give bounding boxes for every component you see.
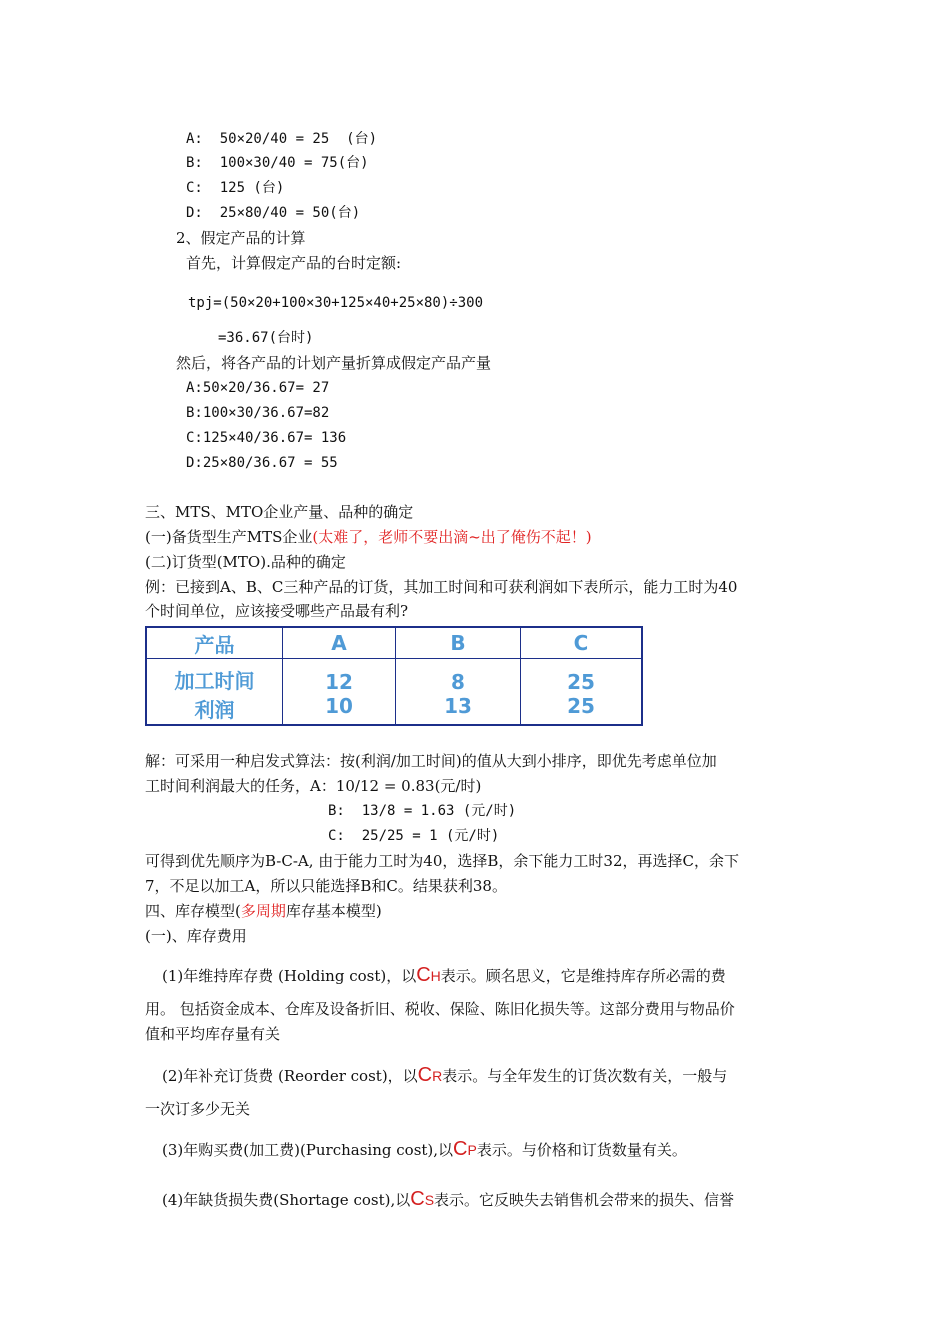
text-line: 例：已接到A、B、C三种产品的订货，其加工时间和可获利润如下表所示，能力工时为40 — [145, 578, 738, 596]
symbol-ch: CH — [416, 964, 441, 986]
text-line: B: 13/8 = 1.63 (元/时) — [328, 803, 517, 819]
table-cell: 13 — [396, 694, 521, 725]
text-line: 可得到优先顺序为B-C-A, 由于能力工时为40，选择B，余下能力工时32，再选择C，余下 — [145, 852, 739, 870]
text-line: A:50×20/36.67= 27 — [186, 380, 330, 396]
text-part: (2)年补充订货费 (Reorder cost)，以 — [162, 1067, 418, 1085]
text-part: (3)年购买费(加工费)(Purchasing cost),以 — [162, 1141, 454, 1159]
section-heading: 2、假定产品的计算 — [176, 229, 306, 247]
paragraph-line: 一次订多少无关 — [145, 1100, 251, 1118]
formula-result: =36.67(台时) — [218, 330, 314, 346]
text-line: 然后，将各产品的计划产量折算成假定产品产量 — [176, 354, 492, 372]
text-part: (4)年缺货损失费(Shortage cost),以 — [162, 1191, 411, 1209]
paragraph-line — [162, 1063, 727, 1088]
text-line: A: 50×20/40 = 25 (台) — [186, 131, 378, 147]
text-part: (1)年维持库存费 (Holding cost)，以 — [162, 967, 417, 985]
text-line: 首先，计算假定产品的台时定额: — [186, 254, 402, 272]
table-cell: 12 — [283, 659, 396, 694]
text-line: 工时间利润最大的任务，A：10/12 = 0.83(元/时) — [145, 777, 482, 795]
text-line: C:125×40/36.67= 136 — [186, 430, 347, 446]
symbol-cp: CP — [453, 1138, 477, 1160]
text-part: 表示。它反映失去销售机会带来的损失、信誉 — [434, 1191, 735, 1209]
text-part: 表示。与全年发生的订货次数有关，一般与 — [442, 1067, 728, 1085]
text-line: C: 25/25 = 1 (元/时) — [328, 828, 500, 844]
table-header-cell: B — [396, 627, 521, 659]
text-line: D:25×80/36.67 = 55 — [186, 455, 338, 471]
text-line: C: 125 (台) — [186, 180, 285, 196]
paragraph-line — [162, 963, 726, 988]
table-header-cell: 产品 — [146, 627, 283, 659]
red-note: (太难了，老师不要出滴~出了俺伤不起！) — [312, 528, 592, 546]
paragraph-line: 值和平均库存量有关 — [145, 1025, 281, 1043]
table-cell: 加工时间 — [146, 659, 283, 694]
text-line: 解：可采用一种启发式算法：按(利润/加工时间)的值从大到小排序，即优先考虑单位加 — [145, 752, 717, 770]
subsection-heading: (二)订货型(MTO).品种的确定 — [145, 553, 346, 571]
subsection-heading: (一)、库存费用 — [145, 927, 247, 945]
table-cell: 25 — [521, 694, 643, 725]
text-part: 表示。与价格和订货数量有关。 — [476, 1141, 687, 1159]
formula-line: tpj=(50×20+100×30+125×40+25×80)÷300 — [188, 295, 484, 311]
text-line: 7，不足以加工A，所以只能选择B和C。结果获利38。 — [145, 877, 507, 895]
table-cell: 8 — [396, 659, 521, 694]
table-cell: 25 — [521, 659, 643, 694]
table-header-cell: A — [283, 627, 396, 659]
text-line: D: 25×80/40 = 50(台) — [186, 205, 361, 221]
text-line: 个时间单位，应该接受哪些产品最有利? — [145, 602, 409, 620]
symbol-cs: CS — [410, 1188, 435, 1210]
table-header-cell: C — [521, 627, 643, 659]
symbol-cr: CR — [417, 1064, 443, 1086]
subsection-heading — [145, 527, 592, 547]
paragraph-line: 用。 包括资金成本、仓库及设备折旧、税收、保险、陈旧化损失等。这部分费用与物品价 — [145, 1000, 735, 1018]
text-line: B: 100×30/40 = 75(台) — [186, 155, 369, 171]
heading-part: 库存基本模型) — [285, 902, 382, 920]
order-table — [145, 626, 643, 726]
section-heading: 三、MTS、MTO企业产量、品种的确定 — [145, 503, 414, 521]
subsection-label: (一)备货型生产MTS企业 — [145, 528, 313, 546]
paragraph-line — [162, 1187, 734, 1212]
text-line: B:100×30/36.67=82 — [186, 405, 330, 421]
section-heading — [145, 901, 382, 921]
paragraph-line — [162, 1137, 687, 1162]
red-highlight: 多周期 — [240, 902, 286, 920]
text-part: 表示。顾名思义，它是维持库存所必需的费 — [440, 967, 726, 985]
heading-part: 四、库存模型( — [145, 902, 241, 920]
table-cell: 利润 — [146, 694, 283, 725]
table-cell: 10 — [283, 694, 396, 725]
